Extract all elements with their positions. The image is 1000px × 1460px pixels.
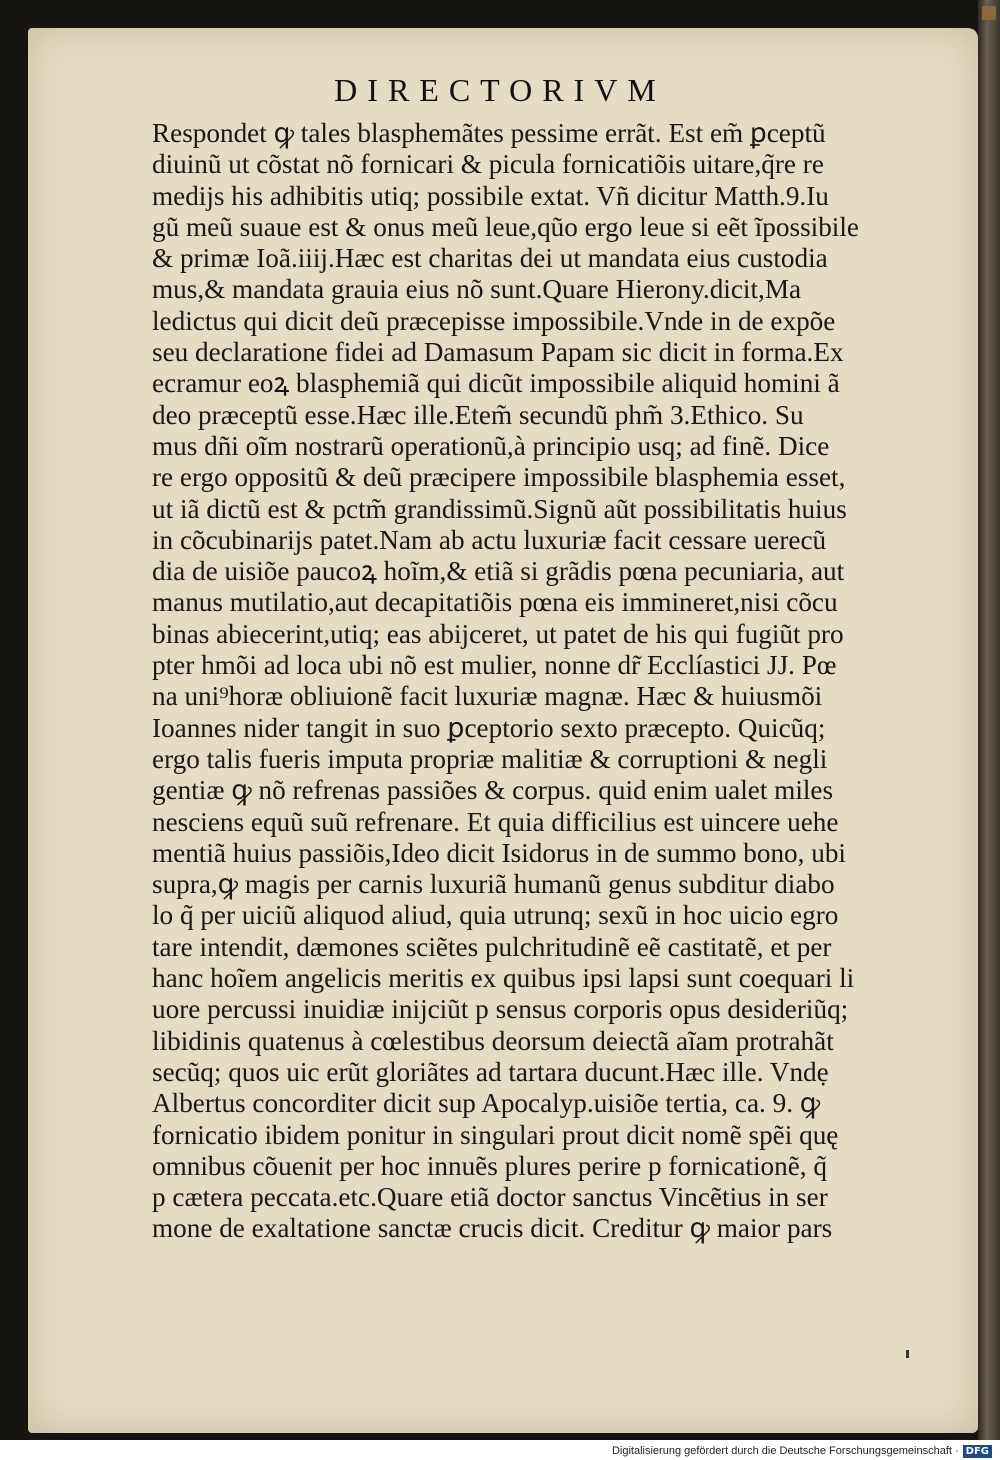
- text-line: na uni⁹horæ obliuionẽ facit luxuriæ magnæ. Hæc & huiusmõi: [152, 681, 823, 712]
- text-line: gentiæ ꝙ nõ refrenas passiões & corpus. quid enim ualet miles: [152, 775, 834, 806]
- text-line: re ergo oppositũ & deũ præcipere impossibile blasphemia esset,: [152, 462, 846, 493]
- text-line: fornicatio ibidem ponitur in singulari prout dicit nomẽ spẽi quę: [152, 1119, 839, 1150]
- text-line: uore percussi inuidiæ inijciũt p sensus corporis opus desideriũq;: [152, 994, 849, 1025]
- text-line: diuinũ ut cõstat nõ fornicari & picula fornicatiõis uitare,q̃re re: [152, 149, 824, 180]
- text-line: ledictus qui dicit deũ præcepisse impossibile.Vnde in de expõe: [152, 305, 836, 336]
- text-line: lo q̃ per uiciũ aliquod aliud, quia utrunq; sexũ in hoc uicio egro: [152, 900, 839, 931]
- text-line: Ioannes nider tangit in suo ꝑceptorio sexto præcepto. Quicũq;: [152, 712, 826, 743]
- text-line: libidinis quatenus à cœlestibus deorsum deiectã aĩam protrahãt: [152, 1025, 834, 1056]
- text-line: ut iã dictũ est & pctm̃ grandissimũ.Signũ aũt possibilitatis huius: [152, 493, 847, 524]
- book-edge: [978, 0, 1000, 1440]
- text-line: omnibus cõuenit per hoc innuẽs plures perire p fornicationẽ, q̃: [152, 1150, 827, 1181]
- text-line: in cõcubinarijs patet.Nam ab actu luxuriæ facit cessare uerecũ: [152, 524, 827, 555]
- stray-mark: [906, 1350, 909, 1358]
- text-line: deo præceptũ esse.Hæc ille.Etem̃ secundũ phm̃ 3.Ethico. Su: [152, 399, 804, 430]
- running-head: DIRECTORIVM: [334, 72, 666, 108]
- text-line: supra,ꝙ magis per carnis luxuriã humanũ genus subditur diabo: [152, 869, 835, 900]
- text-line: seu declaratione fidei ad Damasum Papam sic dicit in forma.Ex: [152, 337, 844, 368]
- text-line: mus dñi oĩm nostrarũ operationũ,à principio usq; ad finẽ. Dice: [152, 430, 830, 461]
- edge-mark: [982, 6, 996, 20]
- text-line: hanc hoĩem angelicis meritis ex quibus ipsi lapsi sunt coequari li: [152, 963, 855, 994]
- text-line: medijs his adhibitis utiq; possibile extat. Vñ dicitur Matth.9.Iu: [152, 180, 829, 211]
- text-line: ecramur eoꝝ blasphemiã qui dicũt impossibile aliquid homini ã: [152, 368, 840, 399]
- text-line: ergo talis fueris imputa propriæ malitiæ & corruptioni & negli: [152, 743, 828, 774]
- text-line: nesciens equũ suũ refrenare. Et quia difficilius est uincere uehe: [152, 806, 839, 837]
- text-line: p cætera peccata.etc.Quare etiã doctor sanctus Vincẽtius in ser: [152, 1182, 828, 1213]
- text-line: secũq; quos uic erũt gloriãtes ad tartara ducunt.Hæc ille. Vndẹ: [152, 1056, 829, 1087]
- text-line: pter hmõi ad loca ubi nõ est mulier, nonne dr̃ Ecclíastici JJ. Pœ: [152, 650, 837, 681]
- text-line: Respondet ꝙ tales blasphemãtes pessime errãt. Est em̃ ꝑceptũ: [152, 118, 826, 148]
- text-line: gũ meũ suaue est & onus meũ leue,qũo ergo leue si eẽt ĩpossibile: [152, 211, 859, 242]
- body-text: [152, 118, 912, 1245]
- text-line: mentiã huius passiõis,Ideo dicit Isidorus in de summo bono, ubi: [152, 837, 846, 868]
- text-line: Albertus concorditer dicit sup Apocalyp.uisiõe tertia, ca. 9. ꝙ: [152, 1088, 821, 1119]
- text-line: dia de uisiõe paucoꝝ hoĩm,& etiã si grãdis pœna pecuniaria, aut: [152, 556, 845, 587]
- text-line: binas abiecerint,utiq; eas abijceret, ut patet de his qui fugiũt pro: [152, 618, 844, 649]
- dfg-logo: DFG: [963, 1445, 992, 1458]
- credit-text: Digitalisierung gefördert durch die Deutsche Forschungsgemeinschaft ·: [611, 1445, 959, 1457]
- text-line: manus mutilatio,aut decapitatiõis pœna eis immineret,nisi cõcu: [152, 587, 838, 618]
- text-line: tare intendit, dæmones sciẽtes pulchritudinẽ eẽ castitatẽ, et per: [152, 931, 832, 962]
- text-line: & primæ Ioã.iiij.Hæc est charitas dei ut mandata eius custodia: [152, 243, 828, 274]
- text-line: mus,& mandata grauia eius nõ sunt.Quare Hierony.dicit,Ma: [152, 274, 802, 305]
- text-line: mone de exaltatione sanctæ crucis dicit. Creditur ꝙ maior pars: [152, 1213, 833, 1244]
- digitization-credit: [612, 1443, 992, 1459]
